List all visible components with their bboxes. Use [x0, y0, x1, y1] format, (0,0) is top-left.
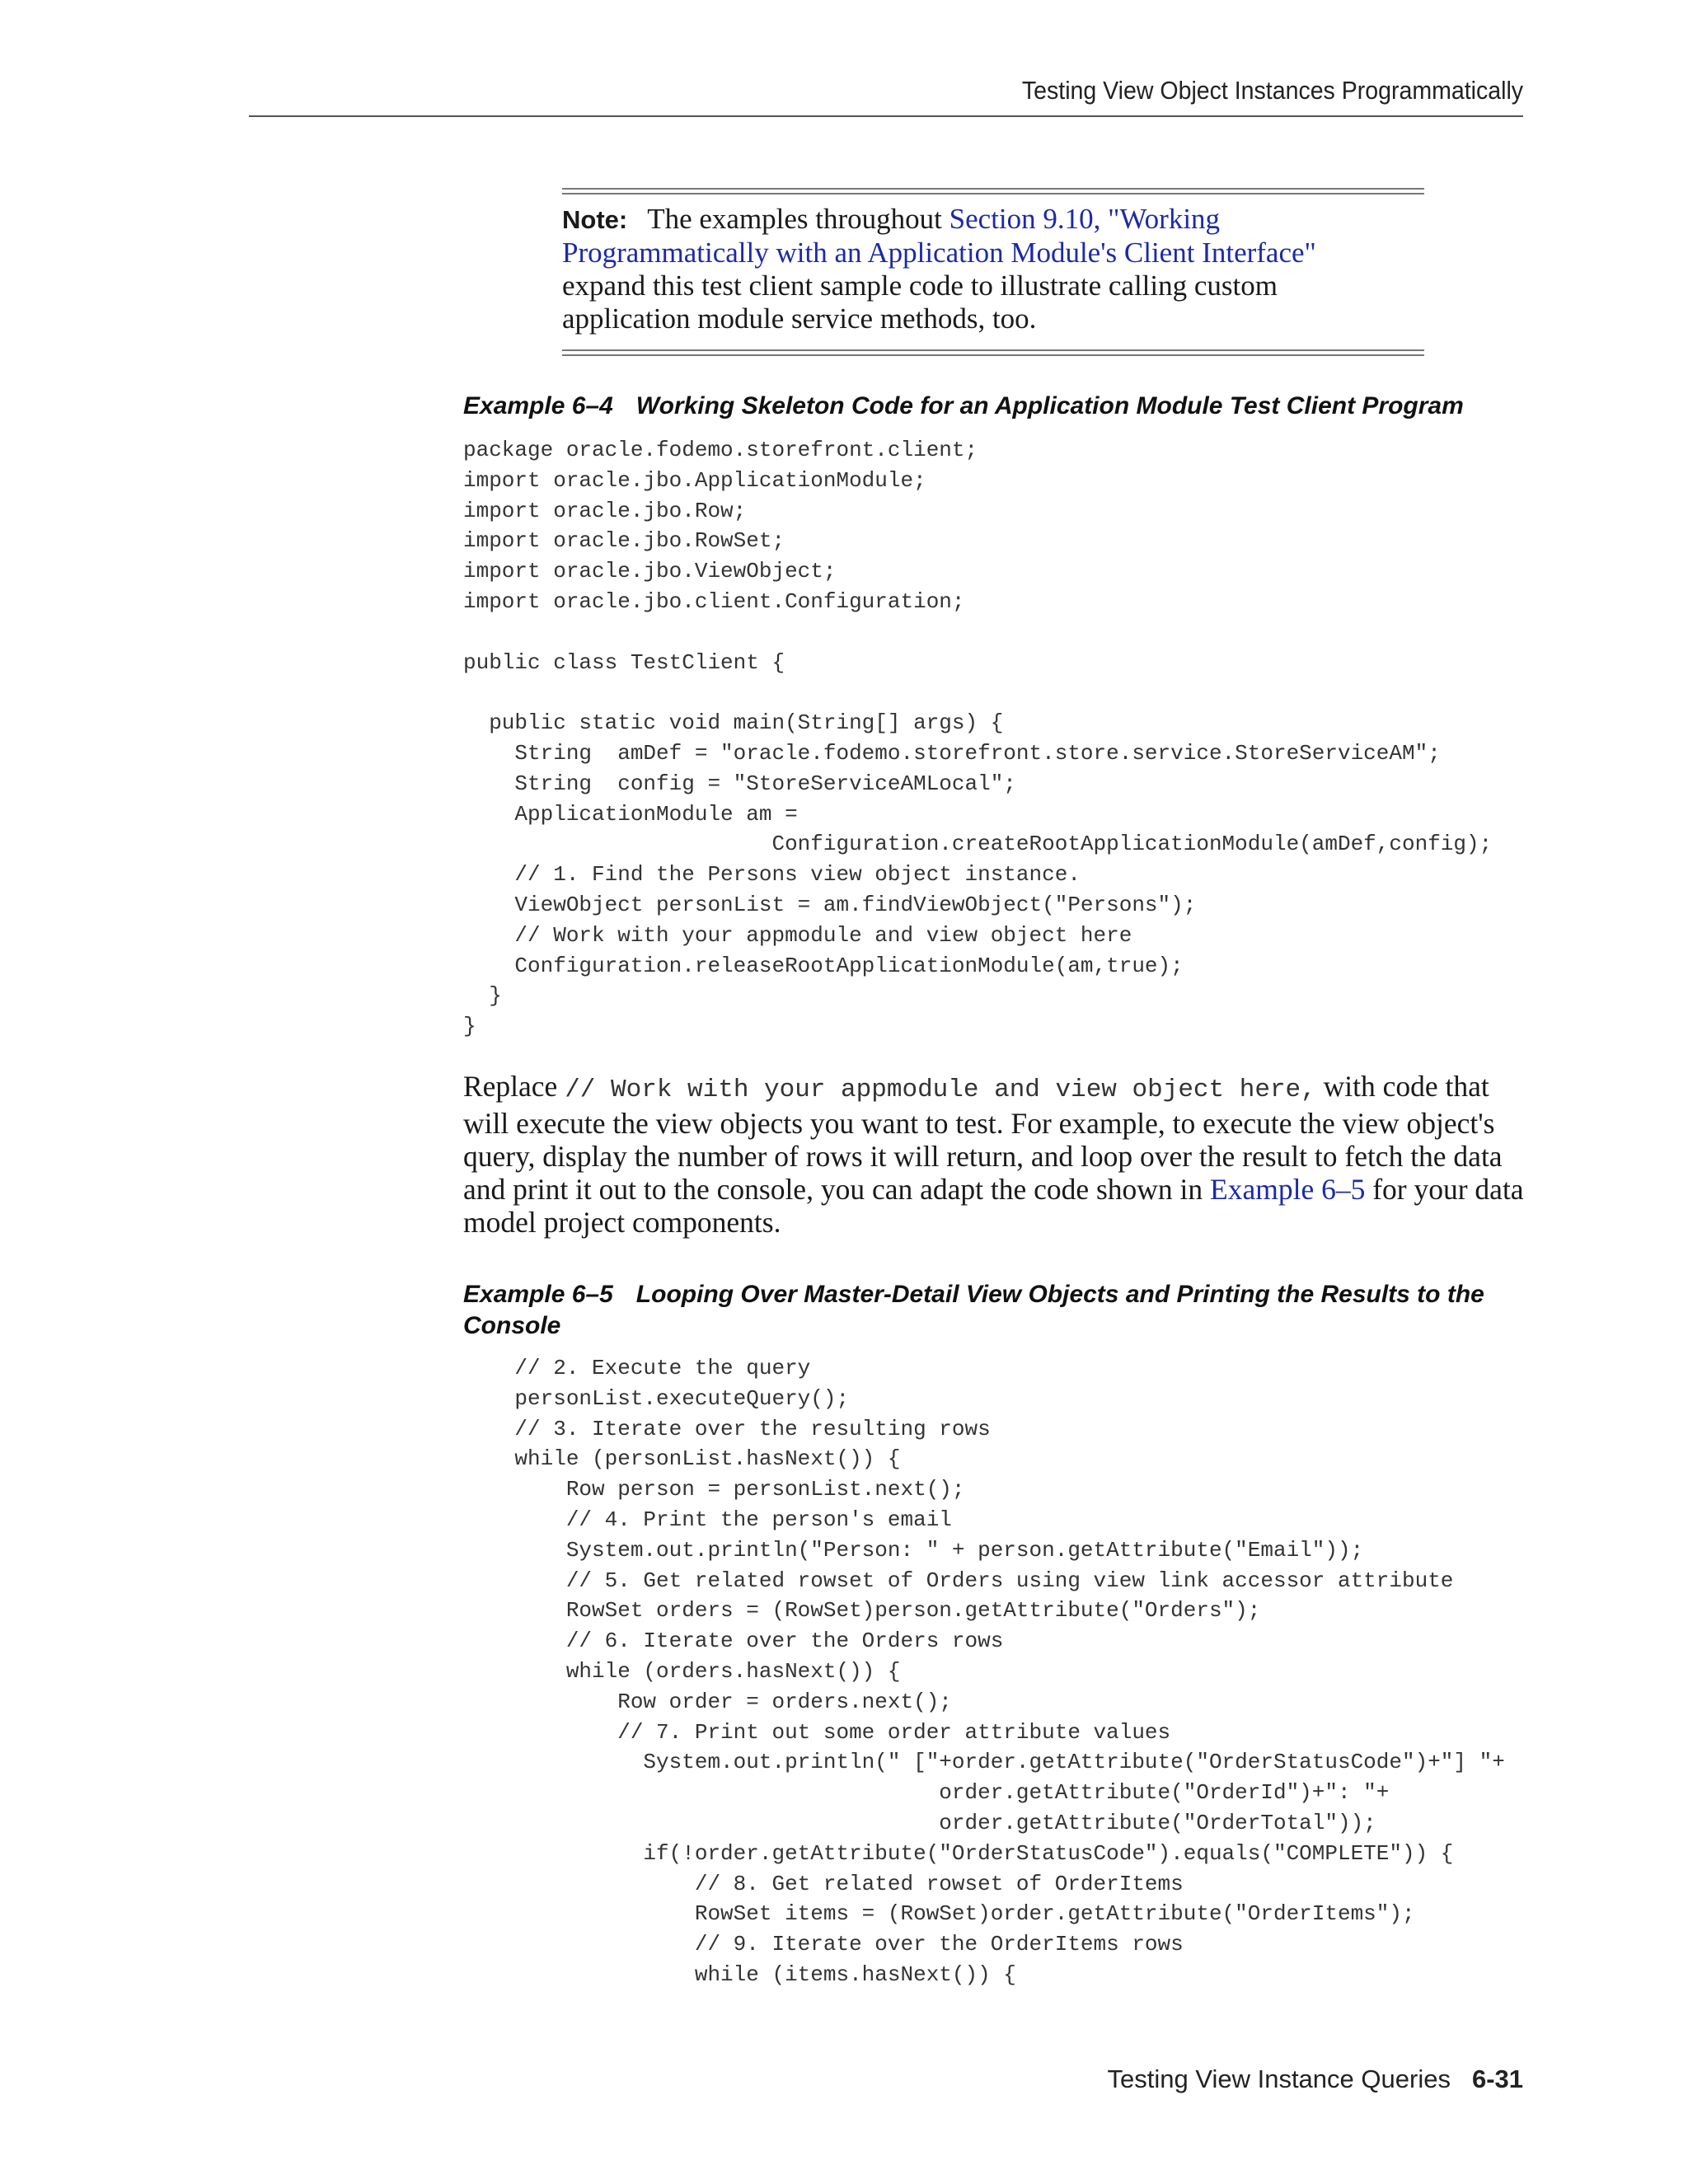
example-6-4-code: package oracle.fodemo.storefront.client; import oracle.jbo.ApplicationModule; import oracle.jbo.Row; import oracle.jbo.RowSet; import oracle.jbo.ViewObject; import oracle.jbo.client.Configuration; public class TestClient { public static void main(String[] args) { String amDef = "oracle.fodemo.storefront.store.service.StoreServiceAM"; String config = "StoreServiceAMLocal"; ApplicationModule am = Configuration.createRootApplicationModule(amDef,config); // 1. Find the Persons view object instance. ViewObject personList = am.findViewObject("Persons"); // Work with your appmodule and view object here Configuration.releaseRootApplicationModule(am,true); } } [463, 438, 1493, 1039]
body-paragraph [463, 1070, 1526, 1239]
header-rule [249, 115, 1523, 117]
note-text-after: expand this test client sample code to illustrate calling custom application module service methods, too. [562, 269, 1278, 335]
example-6-4-title [463, 391, 1535, 422]
running-header-title: Testing View Object Instances Programmatically [1021, 76, 1523, 105]
paragraph-inline-code: // Work with your appmodule and view object here, [565, 1076, 1316, 1104]
page-number: 6-31 [1471, 2064, 1523, 2093]
note-text-before: The examples throughout [647, 203, 950, 235]
example-6-4-caption: Working Skeleton Code for an Application Module Test Client Program [635, 392, 1464, 419]
example-6-5-link[interactable]: Example 6–5 [1210, 1173, 1366, 1206]
example-6-4-number: Example 6–4 [463, 392, 613, 419]
note-box [562, 203, 1386, 335]
example-6-5-number: Example 6–5 [463, 1281, 613, 1308]
paragraph-text-after: for your data model project components. [463, 1173, 1524, 1239]
example-6-5-title [463, 1279, 1526, 1342]
paragraph-text-middle: with code that will execute the view objects you want to test. For example, to execute the view object's query, display the number of rows it will return, and loop over the result to fetch the data and print it out to the console, you can adapt the code shown in [463, 1070, 1503, 1206]
example-6-5-code: // 2. Execute the query personList.executeQuery(); // 3. Iterate over the resulting rows while (personList.hasNext()) { Row person = personList.next(); // 4. Print the person's email System.out.println("Person: " + person.getAttribute("Email")); // 5. Get related rowset of Orders using view link accessor attribute RowSet orders = (RowSet)person.getAttribute("Orders"); // 6. Iterate over the Orders rows while (orders.hasNext()) { Row order = orders.next(); // 7. Print out some order attribute values System.out.println(" ["+order.getAttribute("OrderStatusCode")+"] "+ order.getAttribute("OrderId")+": "+ order.getAttribute("OrderTotal")); if(!order.getAttribute("OrderStatusCode").equals("COMPLETE")) { // 8. Get related rowset of OrderItems RowSet items = (RowSet)order.getAttribute("OrderItems"); // 9. Iterate over the OrderItems rows while (items.hasNext()) { [514, 1356, 1505, 1987]
footer-section-title: Testing View Instance Queries [1107, 2064, 1451, 2093]
note-top-rule [562, 188, 1424, 194]
note-label: Note: [562, 205, 628, 234]
page-footer [1108, 2064, 1523, 2094]
paragraph-text-before: Replace [463, 1070, 565, 1103]
note-bottom-rule [562, 349, 1424, 356]
note-section-link[interactable]: Section 9.10, "Working Programmatically with an Application Module's Client Interface" [562, 203, 1316, 269]
example-6-5-caption: Looping Over Master-Detail View Objects and Printing the Results to the Console [463, 1281, 1484, 1339]
